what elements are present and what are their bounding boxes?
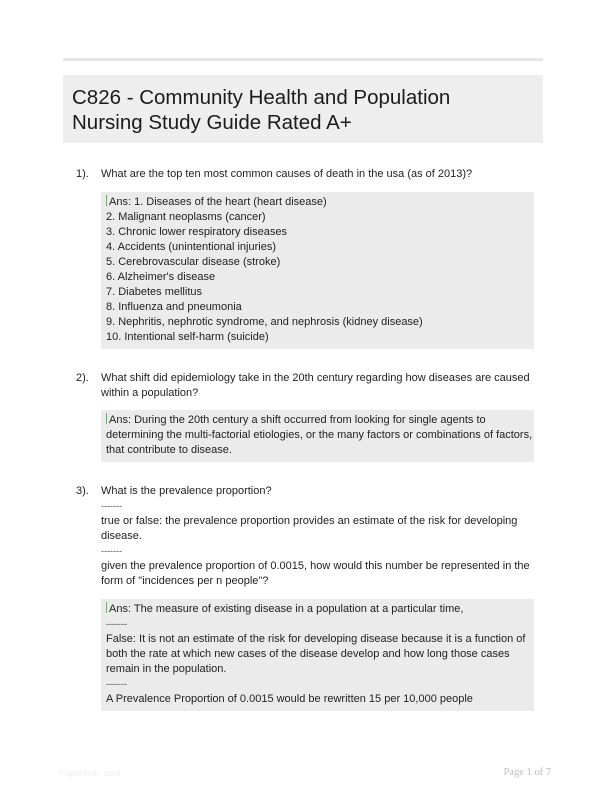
answer-marker <box>106 602 107 613</box>
separator: ------- <box>106 619 127 629</box>
answer-line: 8. Influenza and pneumonia <box>106 301 242 313</box>
answer-line: 6. Alzheimer's disease <box>106 271 216 283</box>
title-line-1: C826 - Community Health and Population <box>72 86 451 109</box>
answer-3-box <box>101 599 534 711</box>
document-title <box>72 85 543 135</box>
answer-line: 4. Accidents (unintentional injuries) <box>106 241 276 253</box>
title-line-2: Nursing Study Guide Rated A+ <box>72 111 352 134</box>
answer-line: determining the multi-factorial etiologies, or the many factors or combinations of factors, <box>106 429 533 441</box>
question-line: form of "incidences per n people"? <box>101 575 269 587</box>
answer-line: A Prevalence Proportion of 0.0015 would be rewritten 15 per 10,000 people <box>106 693 473 705</box>
footer-watermark: Paperfinlic.com <box>59 768 121 778</box>
answer-text: Ans: During the 20th century a shift occurred from looking for single agents to <box>109 414 486 426</box>
question-1-text <box>101 167 531 182</box>
answer-line: 9. Nephritis, nephrotic syndrome, and nephrosis (kidney disease) <box>106 316 423 328</box>
answer-line: 2. Malignant neoplasms (cancer) <box>106 211 266 223</box>
answer-line: 10. Intentional self-harm (suicide) <box>106 331 269 343</box>
answer-line <box>106 602 534 617</box>
answer-line: both the rate at which new cases of the disease develop and how long those cases <box>106 648 510 660</box>
answer-line: False: It is not an estimate of the risk for developing disease because it is a function of <box>106 633 526 645</box>
top-divider <box>63 58 543 61</box>
question-2-text <box>101 371 531 401</box>
page-number: Page 1 of 7 <box>503 767 551 778</box>
question-line: given the prevalence proportion of 0.0015, how would this number be represented in the <box>101 560 530 572</box>
question-line: What is the prevalence proportion? <box>101 485 272 497</box>
answer-line: 3. Chronic lower respiratory diseases <box>106 226 287 238</box>
answer-1-box <box>101 192 534 349</box>
answer-2-box <box>101 410 534 462</box>
answer-text: Ans: The measure of existing disease in a population at a particular time, <box>109 603 464 615</box>
separator: ------- <box>101 546 122 556</box>
answer-line: remain in the population. <box>106 663 227 675</box>
separator: ------- <box>106 679 127 689</box>
answer-text: Ans: 1. Diseases of the heart (heart disease) <box>109 196 327 208</box>
question-line: What shift did epidemiology take in the 20th century regarding how diseases are caused <box>101 372 530 384</box>
answer-line: 7. Diabetes mellitus <box>106 286 202 298</box>
question-line: within a population? <box>101 387 199 399</box>
separator: ------- <box>101 501 122 511</box>
answer-line <box>106 413 534 428</box>
answer-line: 5. Cerebrovascular disease (stroke) <box>106 256 281 268</box>
answer-marker <box>106 195 107 206</box>
answer-line: that contribute to disease. <box>106 444 232 456</box>
answer-line <box>106 195 534 210</box>
question-1-number: 1). <box>76 168 89 180</box>
question-line: true or false: the prevalence proportion provides an estimate of the risk for developing <box>101 515 518 527</box>
answer-marker <box>106 413 107 424</box>
question-3-number: 3). <box>76 485 89 497</box>
question-line: What are the top ten most common causes of death in the usa (as of 2013)? <box>101 168 473 180</box>
question-2-number: 2). <box>76 372 89 384</box>
question-3-text <box>101 484 531 589</box>
question-line: disease. <box>101 530 142 542</box>
title-banner <box>63 75 543 143</box>
